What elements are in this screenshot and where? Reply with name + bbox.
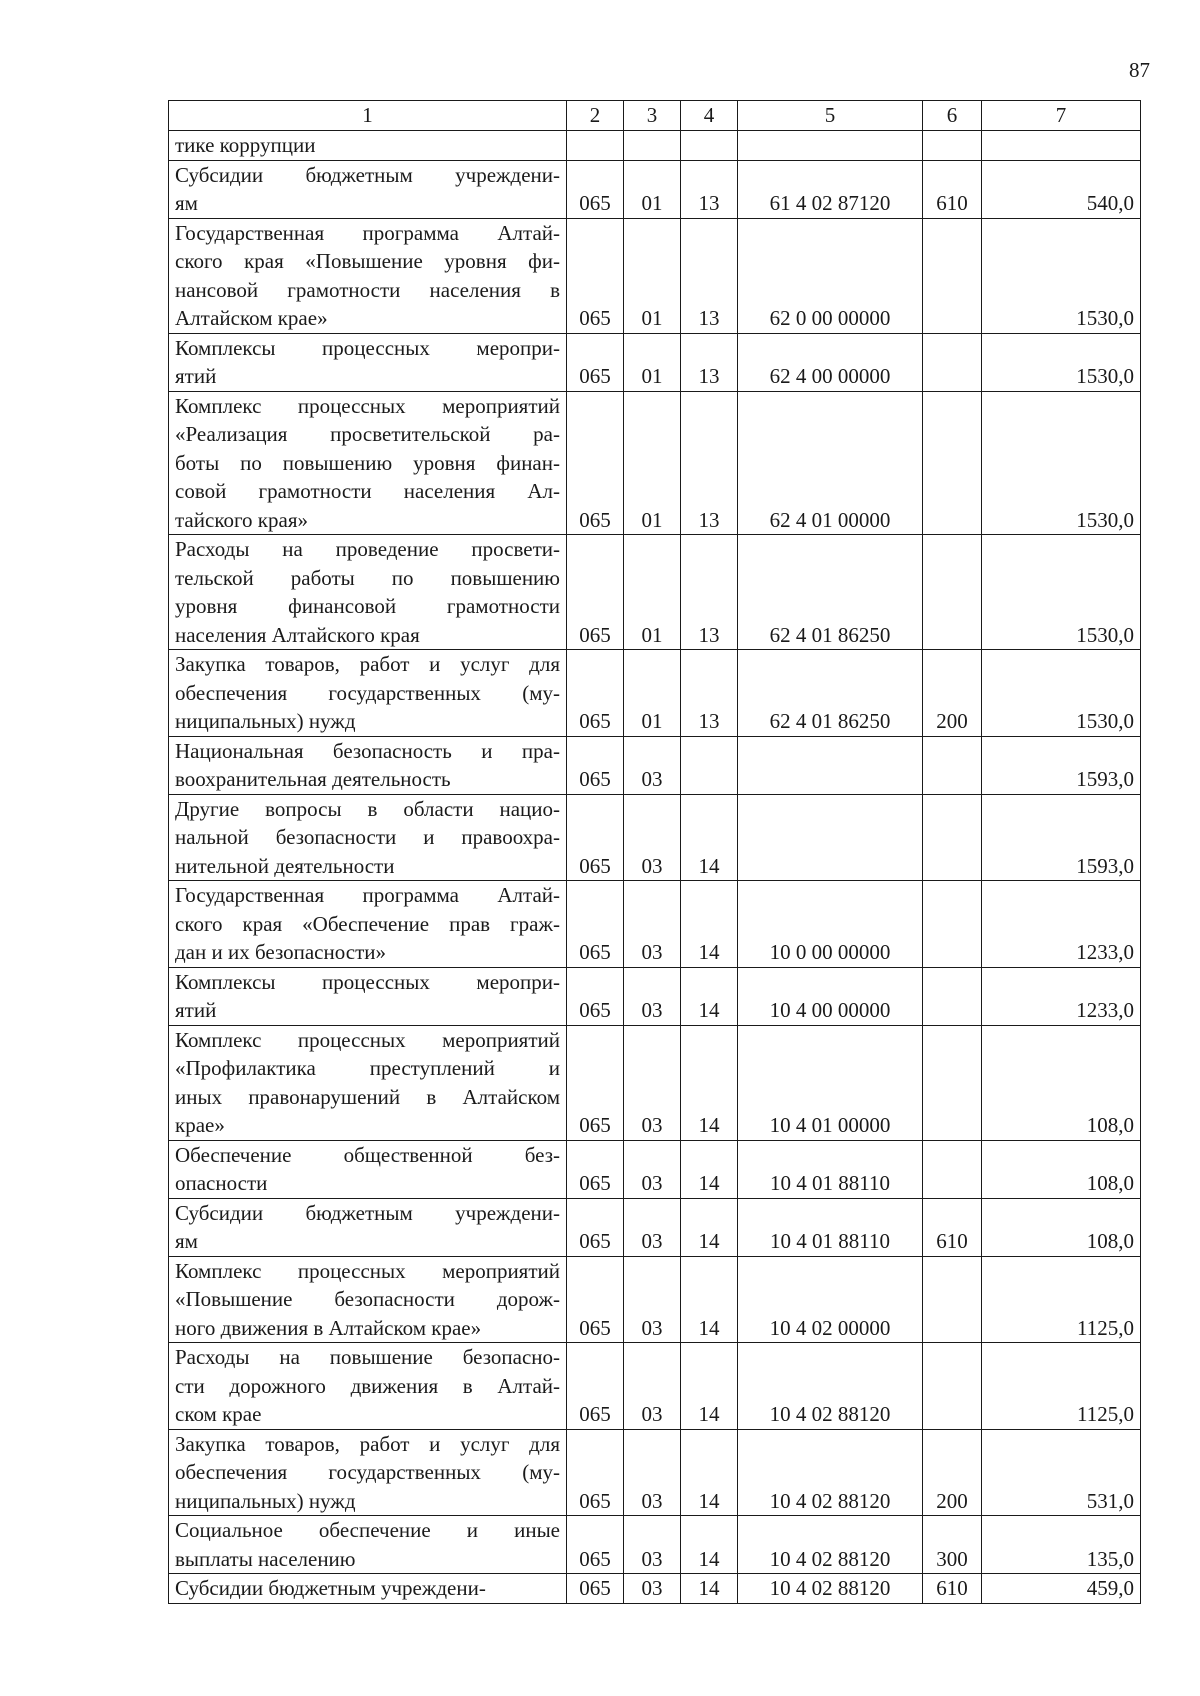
description-line: Расходы на проведение просвети-	[175, 537, 560, 561]
subsection-cell: 14	[681, 1516, 738, 1574]
grbs-cell	[567, 131, 624, 161]
subsection-cell	[681, 131, 738, 161]
subsection-cell: 13	[681, 535, 738, 650]
expense-type-cell	[923, 1025, 982, 1140]
description-line: воохранительная деятельность	[175, 767, 451, 791]
expense-type-cell	[923, 1343, 982, 1430]
table-row	[169, 1516, 1141, 1574]
description-cell	[169, 333, 567, 391]
description-line: «Профилактика преступлений и	[175, 1056, 560, 1080]
table-row	[169, 881, 1141, 968]
subsection-cell: 14	[681, 1140, 738, 1198]
section-cell: 03	[624, 794, 681, 881]
grbs-cell: 065	[567, 1198, 624, 1256]
target-article-cell: 10 4 01 88110	[738, 1140, 923, 1198]
table-row	[169, 1256, 1141, 1343]
description-line: Субсидии бюджетным учреждени-	[175, 162, 560, 187]
description-cell	[169, 160, 567, 218]
expense-type-cell	[923, 967, 982, 1025]
description-line: иных правонарушений в Алтайском	[175, 1084, 560, 1109]
description-line: Государственная программа Алтай-	[175, 220, 560, 245]
description-cell	[169, 1574, 567, 1604]
description-line: ниципальных) нужд	[175, 709, 356, 733]
description-line: ском крае	[175, 1402, 262, 1426]
description-cell	[169, 1516, 567, 1574]
amount-cell: 1125,0	[982, 1343, 1141, 1430]
section-cell: 01	[624, 160, 681, 218]
description-line: нальной безопасности и правоохра-	[175, 825, 560, 849]
grbs-cell: 065	[567, 967, 624, 1025]
description-line: Комплекс процессных мероприятий	[175, 1258, 560, 1283]
description-line: Государственная программа Алтай-	[175, 883, 560, 907]
description-line: Закупка товаров, работ и услуг для	[175, 652, 560, 676]
description-cell	[169, 1343, 567, 1430]
amount-cell: 1593,0	[982, 794, 1141, 881]
description-line: ниципальных) нужд	[175, 1488, 356, 1513]
target-article-cell: 10 4 02 00000	[738, 1256, 923, 1343]
subsection-cell: 13	[681, 333, 738, 391]
description-line: Субсидии бюджетным учреждени-	[175, 1200, 560, 1225]
description-line: Социальное обеспечение и иные	[175, 1518, 560, 1542]
target-article-cell: 10 0 00 00000	[738, 881, 923, 968]
table-row	[169, 160, 1141, 218]
target-article-cell: 62 0 00 00000	[738, 218, 923, 333]
grbs-cell: 065	[567, 1256, 624, 1343]
description-line: тике коррупции	[175, 133, 316, 157]
amount-cell: 1530,0	[982, 535, 1141, 650]
subsection-cell: 13	[681, 391, 738, 535]
description-line: обеспечения государственных (му-	[175, 1460, 560, 1484]
description-line: Другие вопросы в области нацио-	[175, 796, 560, 821]
expense-type-cell	[923, 131, 982, 161]
expense-type-cell: 610	[923, 160, 982, 218]
target-article-cell: 61 4 02 87120	[738, 160, 923, 218]
description-line: Национальная безопасность и пра-	[175, 738, 560, 763]
subsection-cell: 14	[681, 881, 738, 968]
subsection-cell: 14	[681, 1574, 738, 1604]
description-line: Комплекс процессных мероприятий	[175, 393, 560, 418]
table-row	[169, 333, 1141, 391]
description-line: тельской работы по повышению	[175, 565, 560, 590]
description-cell	[169, 650, 567, 737]
grbs-cell: 065	[567, 1140, 624, 1198]
expense-type-cell	[923, 1256, 982, 1343]
description-cell	[169, 535, 567, 650]
grbs-cell: 065	[567, 1025, 624, 1140]
target-article-cell	[738, 736, 923, 794]
subsection-cell: 14	[681, 1025, 738, 1140]
description-line: Комплексы процессных меропри-	[175, 335, 560, 360]
subsection-cell: 14	[681, 1256, 738, 1343]
section-cell: 03	[624, 1256, 681, 1343]
table-row	[169, 535, 1141, 650]
expense-type-cell: 610	[923, 1198, 982, 1256]
description-line: «Реализация просветительской ра-	[175, 422, 560, 446]
target-article-cell: 10 4 01 88110	[738, 1198, 923, 1256]
amount-cell	[982, 131, 1141, 161]
description-line: боты по повышению уровня финан-	[175, 450, 560, 475]
budget-table	[168, 100, 1141, 1604]
section-cell	[624, 131, 681, 161]
subsection-cell: 14	[681, 1429, 738, 1516]
amount-cell: 1233,0	[982, 967, 1141, 1025]
section-cell: 01	[624, 333, 681, 391]
table-row	[169, 218, 1141, 333]
table-row	[169, 650, 1141, 737]
table-row	[169, 131, 1141, 161]
target-article-cell: 62 4 01 86250	[738, 535, 923, 650]
section-cell: 03	[624, 967, 681, 1025]
grbs-cell: 065	[567, 333, 624, 391]
target-article-cell: 10 4 02 88120	[738, 1429, 923, 1516]
amount-cell: 108,0	[982, 1140, 1141, 1198]
grbs-cell: 065	[567, 535, 624, 650]
description-line: Комплексы процессных меропри-	[175, 969, 560, 994]
target-article-cell	[738, 131, 923, 161]
description-line: совой грамотности населения Ал-	[175, 479, 560, 503]
table-row	[169, 794, 1141, 881]
description-line: ского края «Обеспечение прав граж-	[175, 911, 560, 936]
amount-cell: 108,0	[982, 1025, 1141, 1140]
description-line: населения Алтайского края	[175, 622, 420, 647]
description-cell	[169, 881, 567, 968]
target-article-cell: 10 4 00 00000	[738, 967, 923, 1025]
expense-type-cell: 200	[923, 650, 982, 737]
description-line: ям	[175, 191, 198, 215]
section-cell: 03	[624, 1140, 681, 1198]
amount-cell: 1530,0	[982, 333, 1141, 391]
target-article-cell: 10 4 02 88120	[738, 1574, 923, 1604]
expense-type-cell: 300	[923, 1516, 982, 1574]
description-line: Расходы на повышение безопасно-	[175, 1345, 560, 1369]
amount-cell: 1530,0	[982, 650, 1141, 737]
description-line: Алтайском крае»	[175, 306, 328, 330]
expense-type-cell	[923, 391, 982, 535]
description-line: выплаты населению	[175, 1546, 356, 1571]
description-cell	[169, 218, 567, 333]
expense-type-cell	[923, 218, 982, 333]
table-row	[169, 967, 1141, 1025]
amount-cell: 1233,0	[982, 881, 1141, 968]
expense-type-cell	[923, 881, 982, 968]
grbs-cell: 065	[567, 1574, 624, 1604]
header-cell-3: 3	[624, 101, 681, 131]
grbs-cell: 065	[567, 881, 624, 968]
grbs-cell: 065	[567, 794, 624, 881]
description-line: сти дорожного движения в Алтай-	[175, 1373, 560, 1398]
table-row	[169, 1140, 1141, 1198]
section-cell: 01	[624, 391, 681, 535]
section-cell: 03	[624, 1429, 681, 1516]
target-article-cell: 62 4 01 00000	[738, 391, 923, 535]
subsection-cell: 13	[681, 650, 738, 737]
description-line: крае»	[175, 1113, 225, 1137]
section-cell: 03	[624, 1343, 681, 1430]
expense-type-cell	[923, 333, 982, 391]
target-article-cell: 10 4 02 88120	[738, 1343, 923, 1430]
subsection-cell	[681, 736, 738, 794]
section-cell: 03	[624, 1025, 681, 1140]
description-cell	[169, 1025, 567, 1140]
subsection-cell: 14	[681, 967, 738, 1025]
table-row	[169, 1429, 1141, 1516]
expense-type-cell	[923, 794, 982, 881]
subsection-cell: 13	[681, 218, 738, 333]
description-line: дан и их безопасности»	[175, 940, 387, 964]
grbs-cell: 065	[567, 736, 624, 794]
header-cell-4: 4	[681, 101, 738, 131]
expense-type-cell	[923, 535, 982, 650]
amount-cell: 540,0	[982, 160, 1141, 218]
section-cell: 03	[624, 736, 681, 794]
table-row	[169, 1343, 1141, 1430]
description-line: Обеспечение общественной без-	[175, 1142, 560, 1167]
amount-cell: 1530,0	[982, 391, 1141, 535]
description-line: ятий	[175, 364, 217, 388]
section-cell: 01	[624, 535, 681, 650]
description-line: ного движения в Алтайском крае»	[175, 1315, 482, 1340]
description-cell	[169, 967, 567, 1025]
description-line: уровня финансовой грамотности	[175, 594, 560, 618]
target-article-cell	[738, 794, 923, 881]
description-line: Комплекс процессных мероприятий	[175, 1027, 560, 1052]
header-cell-2: 2	[567, 101, 624, 131]
description-line: ятий	[175, 998, 217, 1022]
expense-type-cell: 610	[923, 1574, 982, 1604]
description-cell	[169, 736, 567, 794]
amount-cell: 135,0	[982, 1516, 1141, 1574]
description-line: ского края «Повышение уровня фи-	[175, 249, 560, 273]
description-line: Закупка товаров, работ и услуг для	[175, 1431, 560, 1456]
table-row	[169, 391, 1141, 535]
expense-type-cell	[923, 736, 982, 794]
grbs-cell: 065	[567, 160, 624, 218]
section-cell: 01	[624, 650, 681, 737]
description-line: нительной деятельности	[175, 853, 395, 878]
amount-cell: 1530,0	[982, 218, 1141, 333]
grbs-cell: 065	[567, 391, 624, 535]
description-line: опасности	[175, 1171, 268, 1195]
grbs-cell: 065	[567, 1516, 624, 1574]
target-article-cell: 10 4 02 88120	[738, 1516, 923, 1574]
header-cell-1: 1	[169, 101, 567, 131]
grbs-cell: 065	[567, 218, 624, 333]
description-cell	[169, 1198, 567, 1256]
grbs-cell: 065	[567, 650, 624, 737]
expense-type-cell: 200	[923, 1429, 982, 1516]
description-cell	[169, 131, 567, 161]
expense-type-cell	[923, 1140, 982, 1198]
table-row	[169, 1198, 1141, 1256]
header-cell-6: 6	[923, 101, 982, 131]
amount-cell: 1593,0	[982, 736, 1141, 794]
description-line: тайского края»	[175, 507, 308, 532]
description-line: ям	[175, 1229, 198, 1253]
description-line: обеспечения государственных (му-	[175, 680, 560, 705]
section-cell: 03	[624, 1516, 681, 1574]
description-cell	[169, 1256, 567, 1343]
description-line: нансовой грамотности населения в	[175, 277, 560, 302]
subsection-cell: 14	[681, 1343, 738, 1430]
amount-cell: 459,0	[982, 1574, 1141, 1604]
section-cell: 01	[624, 218, 681, 333]
subsection-cell: 13	[681, 160, 738, 218]
page-number: 87	[1129, 58, 1150, 82]
subsection-cell: 14	[681, 794, 738, 881]
description-cell	[169, 391, 567, 535]
table-row	[169, 1574, 1141, 1604]
header-cell-5: 5	[738, 101, 923, 131]
section-cell: 03	[624, 1198, 681, 1256]
target-article-cell: 62 4 01 86250	[738, 650, 923, 737]
amount-cell: 1125,0	[982, 1256, 1141, 1343]
description-cell	[169, 1140, 567, 1198]
description-cell	[169, 794, 567, 881]
grbs-cell: 065	[567, 1343, 624, 1430]
description-line: «Повышение безопасности дорож-	[175, 1287, 560, 1311]
grbs-cell: 065	[567, 1429, 624, 1516]
amount-cell: 108,0	[982, 1198, 1141, 1256]
amount-cell: 531,0	[982, 1429, 1141, 1516]
header-cell-7: 7	[982, 101, 1141, 131]
section-cell: 03	[624, 881, 681, 968]
subsection-cell: 14	[681, 1198, 738, 1256]
description-cell	[169, 1429, 567, 1516]
table-row	[169, 736, 1141, 794]
target-article-cell: 10 4 01 00000	[738, 1025, 923, 1140]
target-article-cell: 62 4 00 00000	[738, 333, 923, 391]
table-header-row	[169, 101, 1141, 131]
section-cell: 03	[624, 1574, 681, 1604]
description-line: Субсидии бюджетным учреждени-	[175, 1576, 486, 1600]
table-row	[169, 1025, 1141, 1140]
